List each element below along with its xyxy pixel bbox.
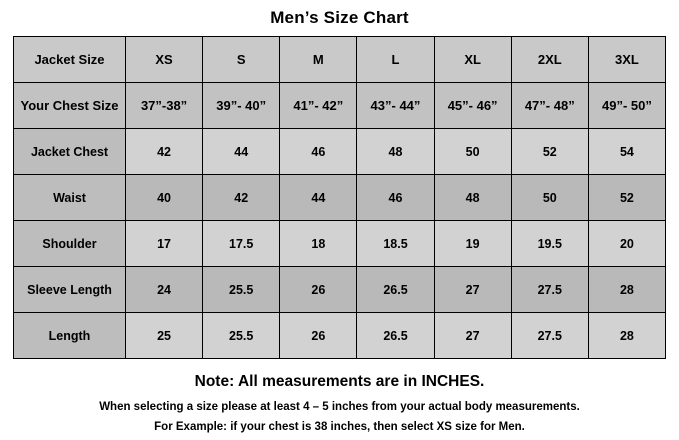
table-cell: 44 [280,175,357,221]
measurement-note: Note: All measurements are in INCHES. [194,373,485,390]
table-cell: 26.5 [357,267,434,313]
table-cell: 44 [203,129,280,175]
size-chart-table [13,36,666,359]
table-cell: 25 [126,313,203,359]
table-cell: 17 [126,221,203,267]
table-cell: 39”- 40” [203,83,280,129]
table-row [14,267,666,313]
table-cell: 28 [588,313,665,359]
table-cell: 26.5 [357,313,434,359]
column-header-l: L [357,37,434,83]
table-cell: 27.5 [511,267,588,313]
column-header-xs: XS [126,37,203,83]
table-cell: 28 [588,267,665,313]
table-cell: 37”-38” [126,83,203,129]
table-cell: 52 [588,175,665,221]
table-cell: 46 [357,175,434,221]
table-cell: 26 [280,267,357,313]
table-cell: 26 [280,313,357,359]
row-label: Shoulder [14,221,126,267]
table-cell: 18.5 [357,221,434,267]
table-cell: 48 [357,129,434,175]
table-cell: 19 [434,221,511,267]
table-header-row [14,37,666,83]
table-cell: 25.5 [203,267,280,313]
column-header-2xl: 2XL [511,37,588,83]
table-cell: 52 [511,129,588,175]
column-header-s: S [203,37,280,83]
table-cell: 20 [588,221,665,267]
table-row [14,221,666,267]
table-cell: 42 [126,129,203,175]
table-cell: 48 [434,175,511,221]
column-header-jacket-size: Jacket Size [14,37,126,83]
table-row [14,129,666,175]
table-cell: 27 [434,313,511,359]
table-cell: 42 [203,175,280,221]
table-cell: 54 [588,129,665,175]
table-cell: 43”- 44” [357,83,434,129]
row-label: Your Chest Size [14,83,126,129]
table-cell: 40 [126,175,203,221]
page-title: Men’s Size Chart [270,8,409,27]
column-header-m: M [280,37,357,83]
row-label: Jacket Chest [14,129,126,175]
table-cell: 41”- 42” [280,83,357,129]
table-cell: 27 [434,267,511,313]
table-row [14,313,666,359]
table-cell: 27.5 [511,313,588,359]
table-cell: 24 [126,267,203,313]
row-label: Sleeve Length [14,267,126,313]
row-label: Length [14,313,126,359]
row-label: Waist [14,175,126,221]
table-cell: 50 [511,175,588,221]
table-cell: 25.5 [203,313,280,359]
table-cell: 19.5 [511,221,588,267]
table-cell: 45”- 46” [434,83,511,129]
sizing-instruction-line-1: When selecting a size please at least 4 – 5 inches from your actual body measurements. [99,401,580,413]
column-header-3xl: 3XL [588,37,665,83]
table-cell: 50 [434,129,511,175]
table-row [14,175,666,221]
table-cell: 46 [280,129,357,175]
table-cell: 49”- 50” [588,83,665,129]
column-header-xl: XL [434,37,511,83]
table-cell: 17.5 [203,221,280,267]
sizing-instruction-line-2: For Example: if your chest is 38 inches, then select XS size for Men. [154,420,525,433]
table-cell: 47”- 48” [511,83,588,129]
table-cell: 18 [280,221,357,267]
table-row [14,83,666,129]
